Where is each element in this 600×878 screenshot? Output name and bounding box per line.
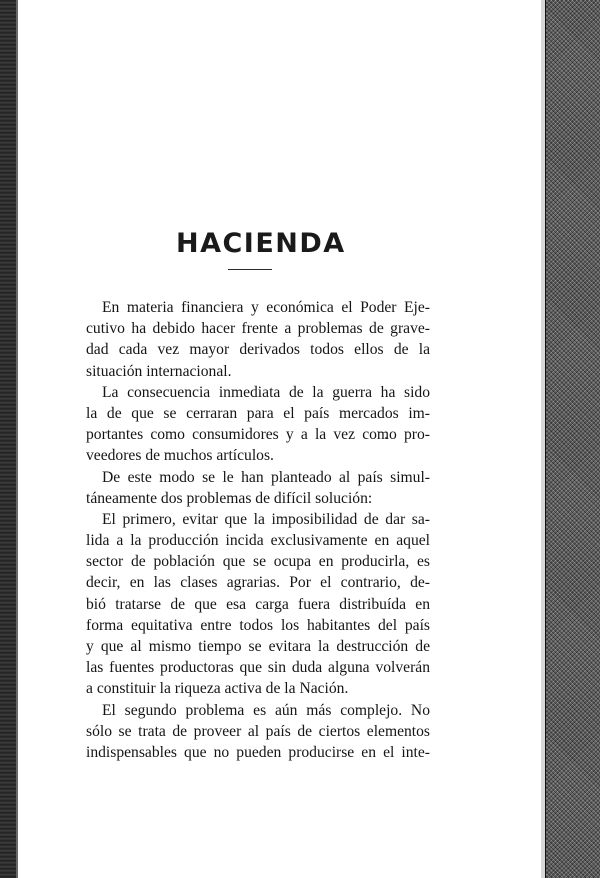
text-line: a constituir la riqueza activa de la Nación. [86, 680, 349, 698]
body-text [86, 297, 430, 763]
text-line: sólo se trata de proveer al país de ciertos elementos [86, 722, 430, 740]
text-line: En materia financiera y económica el Poder Eje- [102, 299, 430, 316]
page-heading: HACIENDA [176, 228, 346, 259]
text-line: La consecuencia inmediata de la guerra ha sido [102, 383, 430, 401]
document-page [18, 0, 541, 878]
paragraph [86, 467, 430, 509]
text-line: indispensables que no pueden producirse en el inte- [86, 743, 430, 761]
text-line: veedores de muchos artículos. [86, 447, 274, 465]
text-line: El primero, evitar que la imposibilidad de dar sa- [102, 510, 430, 528]
text-line: situación internacional. [86, 362, 232, 380]
text-line: cutivo ha debido hacer frente a problemas de grave- [86, 320, 430, 338]
text-line: bió tratarse de que esa carga fuera distribuída en [86, 595, 430, 613]
text-line: forma equitativa entre todos los habitantes del país [86, 616, 430, 634]
heading-underline-rule [228, 269, 272, 270]
text-line: y que al mismo tiempo se evitara la destrucción de [86, 638, 430, 655]
text-line: lida a la producción incida exclusivamente en aquel [86, 532, 430, 550]
text-line: El segundo problema es aún más complejo. No [102, 701, 430, 719]
paragraph [86, 382, 430, 467]
text-line: dad cada vez mayor derivados todos ellos de la [86, 341, 430, 359]
paragraph [86, 297, 430, 382]
scanner-background-texture [545, 0, 600, 878]
paragraph [86, 700, 430, 764]
text-line: sector de población que se ocupa en producirla, es [86, 553, 430, 571]
scanned-binding-edge [0, 0, 16, 878]
text-line: táneamente dos problemas de difícil solución: [86, 489, 373, 507]
text-line: la de que se cerraran para el país mercados im- [86, 404, 430, 422]
text-line: portantes como consumidores y a la vez como pro- [86, 426, 430, 444]
text-line: De este modo se le han planteado al país simul- [102, 468, 430, 486]
paragraph [86, 509, 430, 700]
page-right-border [545, 0, 546, 878]
text-line: las fuentes productoras que sin duda alguna volverán [86, 659, 430, 677]
text-line: decir, en las clases agrarias. Por el contrario, de- [86, 574, 430, 592]
